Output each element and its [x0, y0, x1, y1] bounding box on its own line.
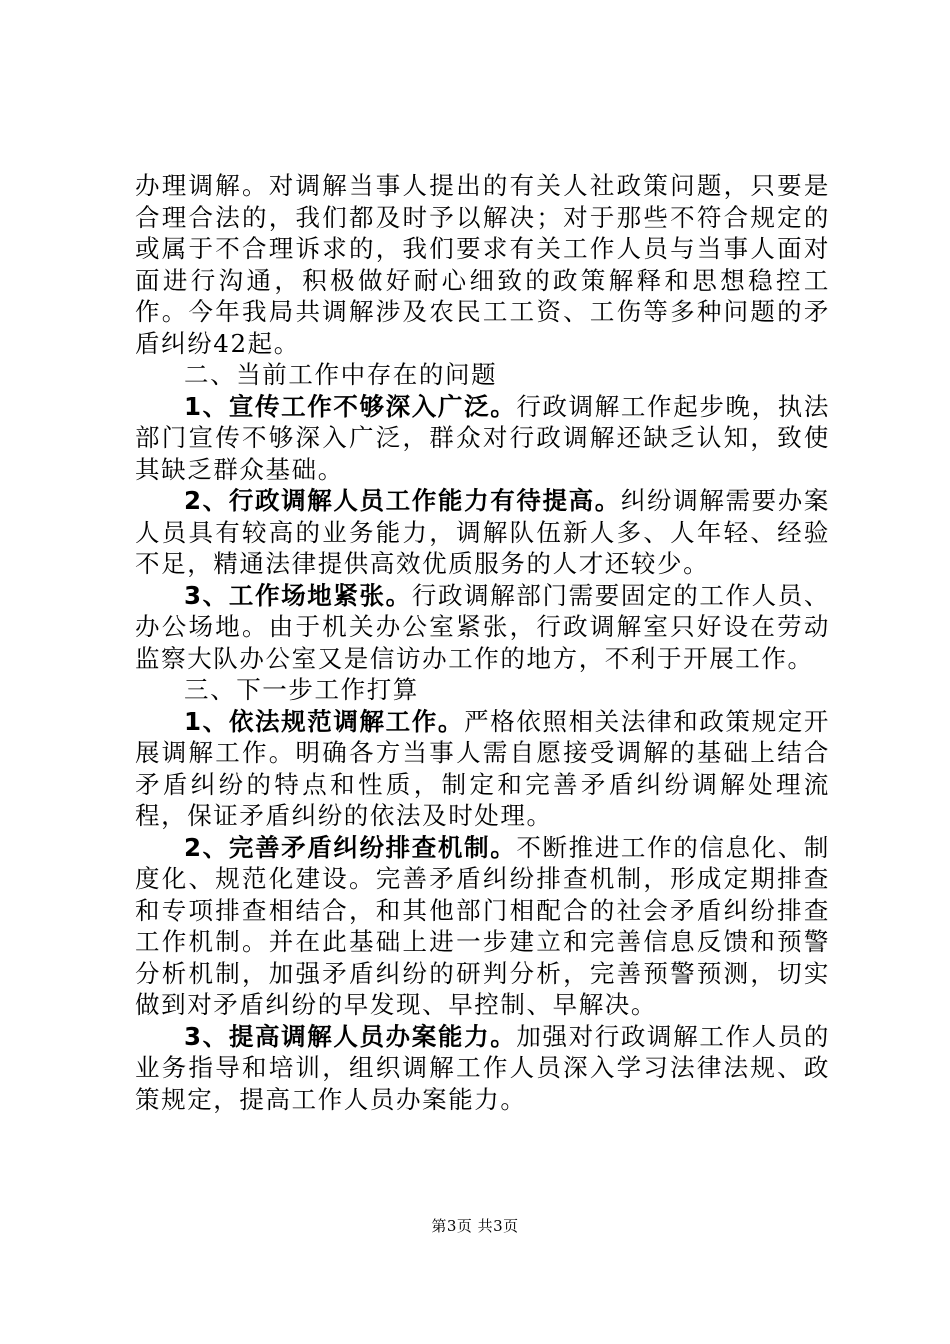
issue-2-text: 纠纷调解需要办案人员具有较高的业务能力，调解队伍新人多、人年轻、经验不足，精通法律提供高效优质服务的人才还较少。 [135, 486, 830, 578]
issue-paragraph-1 [135, 391, 830, 486]
section-heading-next-steps: 三、下一步工作打算 [184, 675, 419, 704]
document-body [135, 170, 830, 1115]
issue-1-lead: 1、宣传工作不够深入广泛。 [184, 391, 517, 421]
plan-3-text: 加强对行政调解工作人员的业务指导和培训，组织调解工作人员深入学习法律法规、政策规定，提高工作人员办案能力。 [135, 1021, 830, 1114]
plan-paragraph-1 [135, 706, 830, 832]
issue-3-lead: 3、工作场地紧张。 [184, 580, 412, 610]
issue-2-lead: 2、行政调解人员工作能力有待提高。 [184, 486, 621, 515]
plan-1-lead: 1、依法规范调解工作。 [184, 706, 465, 736]
paragraph-continuation: 办理调解。对调解当事人提出的有关人社政策问题，只要是合理合法的，我们都及时予以解决；对于那些不符合规定的或属于不合理诉求的，我们要求有关工作人员与当事人面对面进行沟通，积极做好耐心细致的政策解释和思想稳控工作。今年我局共调解涉及农民工工资、工伤等多种问题的矛盾纠纷42起。 [135, 171, 830, 358]
plan-2-lead: 2、完善矛盾纠纷排查机制。 [184, 832, 517, 862]
issue-paragraph-2 [135, 485, 830, 580]
page-number-footer: 第3页 共3页 [431, 1217, 519, 1235]
issue-1-text: 行政调解工作起步晚，执法部门宣传不够深入广泛，群众对行政调解还缺乏认知，致使其缺乏群众基础。 [135, 391, 830, 484]
plan-2-text: 不断推进工作的信息化、制度化、规范化建设。完善矛盾纠纷排查机制，形成定期排查和专项排查相结合，和其他部门相配合的社会矛盾纠纷排查工作机制。并在此基础上进一步建立和完善信息反馈和预警分析机制，加强矛盾纠纷的研判分析，完善预警预测，切实做到对矛盾纠纷的早发现、早控制、早解决。 [135, 832, 830, 1019]
issue-3-text: 行政调解部门需要固定的工作人员、办公场地。由于机关办公室紧张，行政调解室只好设在劳动监察大队办公室又是信访办工作的地方，不利于开展工作。 [135, 580, 830, 673]
plan-paragraph-2 [135, 832, 830, 1021]
plan-3-lead: 3、提高调解人员办案能力。 [184, 1021, 517, 1051]
issue-paragraph-3 [135, 580, 830, 675]
plan-1-text: 严格依照相关法律和政策规定开展调解工作。明确各方当事人需自愿接受调解的基础上结合矛盾纠纷的特点和性质，制定和完善矛盾纠纷调解处理流程，保证矛盾纠纷的依法及时处理。 [135, 706, 830, 830]
section-heading-problems: 二、当前工作中存在的问题 [184, 360, 498, 389]
plan-paragraph-3 [135, 1021, 830, 1116]
